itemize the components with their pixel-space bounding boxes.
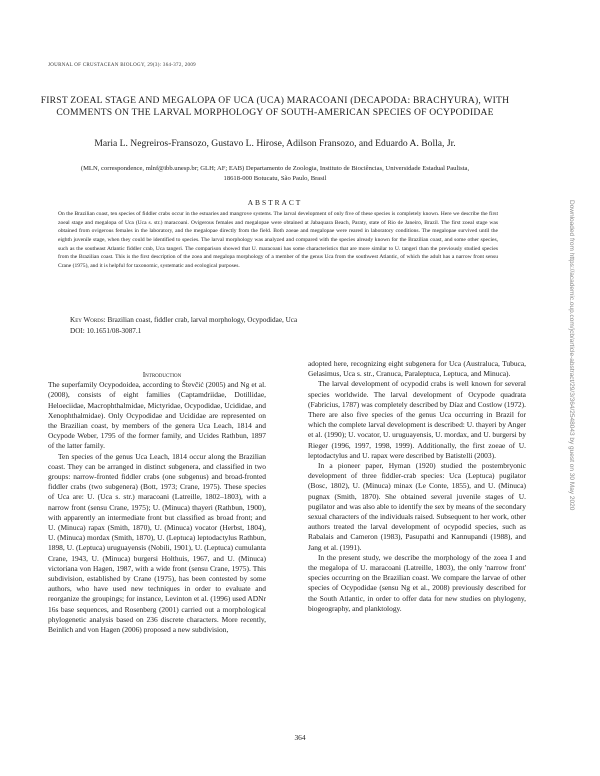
keywords — [70, 315, 510, 326]
paragraph: Ten species of the genus Uca Leach, 1814 occur along the Brazilian coast. They can be arranged in distinct subgenera, and classified in two groups: narrow-fronted fiddler crabs (one subgenus) and broad-fronted fiddler crabs (two subgenera) (Bott, 1973; Crane, 1975). These species of Uca are: U. (Uca s. str.) maracoani (Latreille, 1802–1803), with a narrow front (sensu Crane, 1975); U. (Minuca) thayeri (Rathbun, 1900), with apparently an intermediate front but classified as broad front; and U. (Minuca) rapax (Smith, 1870), U. (Minuca) vocator (Herbst, 1804), U. (Minuca) mordax (Smith, 1870), U. (Leptuca) leptodactylus Rathbun, 1898, U. (Leptuca) uruguayensis (Nobili, 1901), U. (Leptuca) cumulanta Crane, 1943, U. (Minuca) burgersi Holthuis, 1967, and U. (Minuca) victoriana von Hagen, 1987, with a wide front (sensu Crane, 1975). This subdivision, established by Crane (1975), has been contested by some authors, who have used new techniques in order to evaluate and reorganize the groupings; for instance, Levinton et al. (1996) used ADNr 16s base sequences, and Rosenberg (2001) carried out a morphological phylogenetic analysis based on 236 discrete characters. More recently, Beinlich and von Hagen (2006) proposed a new subdivision, — [48, 451, 266, 635]
page-number: 364 — [294, 733, 306, 742]
paragraph: In a pioneer paper, Hyman (1920) studied the postembryonic development of three fiddler-crab species: Uca (Leptuca) pugilator (Bosc, 1802), U. (Minuca) minax (Le Conte, 1855), and U. (Minuca) pugnax (Smith, 1870). She obtained several juvenile stages of U. pugilator and was also able to identify the sex by means of the secondary sexual characters of the individuals raised. Subsequent to her work, other authors treated the larval development of ocypodid species, such as Rabalais and Cameron (1983), Pasupathi and Kannupandi (1988), and Jang et al. (1991). — [308, 461, 526, 552]
abstract-heading: ABSTRACT — [247, 198, 303, 207]
running-head: JOURNAL OF CRUSTACEAN BIOLOGY, 29(3): 364-372, 2009 — [48, 63, 196, 68]
paragraph: In the present study, we describe the morphology of the zoea I and the megalopa of U. maracoani (Latreille, 1803), the only 'narrow front' species occurring on the Brazilian coast. We compare the larvae of other species of Ocypodidae (sensu Ng et al., 2008) previously described for the South Atlantic, in order to offer data for new studies on phylogeny, biogeography, and planktology. — [308, 552, 526, 613]
paragraph: The superfamily Ocypodoidea, according to Števčić (2005) and Ng et al. (2008), consists of eight families (Captamdriidae, Dotillidae, Heloeciidae, Macrophthalmidae, Mictyridae, Ocypodidae, Ucididae, and Xenophthalmidae). Only Ocypodidae and Ucididae are represented on the Brazilian coast, by members of the genera Uca Leach, 1814 and Ocypode Weber, 1795 of the former family, and Ucides Rathbun, 1897 of the latter family. — [48, 380, 266, 451]
abstract-text: On the Brazilian coast, ten species of fiddler crabs occur in the estuaries and mangrove systems. The larval development of only five of these species is completely known. Here we describe the first zoeal stage and megalopa of Uca (Uca s. str.) maracoani. Ovigerous females and megalopae were obtained at Jabaquara Beach, Paraty, state of Rio de Janeiro, Brazil. The first zoeal stage was obtained from ovigerous females in the laboratory, and the megalopae directly from the field. Both zoeae and megalopae were reared in laboratory conditions. The megalopae survived until the eighth juvenile stage, when they could be identified to species. The larval morphology was analyzed and compared with the species already known for the Brazilian coast, and some other species, such as the southeast Atlantic fiddler crab, Uca tangeri. The comparison showed that U. maracoani has some characteristics that are more similar to U. tangeri than the previously studied species from the Brazilian coast. This is the first description of the zoea and megalopa morphology of a member of the genus Uca from the southwest Atlantic, of which the adult has a narrow front sensu Crane (1975), and it is helpful for taxonomic, systematic and ecological purposes. — [58, 211, 498, 269]
right-column — [308, 359, 526, 614]
doi[interactable]: DOI: 10.1651/08-3087.1 — [70, 327, 142, 335]
introduction-heading: Introduction — [142, 370, 182, 379]
paragraph: adopted here, recognizing eight subgenera for Uca (Australuca, Tubuca, Gelasimus, Uca s. str., Cranuca, Paraleptuca, Leptuca, and Minuca). — [308, 359, 526, 379]
keywords-label: Key Words: — [70, 316, 106, 324]
keywords-list: Brazilian coast, fiddler crab, larval morphology, Ocypodidae, Uca — [107, 316, 298, 324]
author-list: Maria L. Negreiros-Fransozo, Gustavo L. Hirose, Adilson Fransozo, and Eduardo A. Bolla, Jr. — [94, 138, 456, 149]
left-column — [48, 370, 266, 635]
download-watermark: Downloaded from https://academic.oup.com/jcb/article-abstract/29/3/364/2548043 by guest on 30 May 2020 — [568, 200, 575, 511]
article-title: FIRST ZOEAL STAGE AND MEGALOPA OF UCA (UCA) MARACOANI (DECAPODA: BRACHYURA), WITH COMMENTS ON THE LARVAL MORPHOLOGY OF SOUTH-AMERICAN SPECIES OF OCYPODIDAE — [40, 95, 510, 118]
paragraph: The larval development of ocypodid crabs is well known for several species worldwide. The larval development of Ocypode quadrata (Fabricius, 1787) was completely described by Díaz and Costlow (1972). There are also five species of the genus Uca occurring in Brazil for which the complete larval development is described: U. thayeri by Anger et al. (1990); U. vocator, U. uruguayensis, U. mordax, and U. burgersi by Rieger (1996, 1997, 1998, 1999). Additionally, the first zoeae of U. leptodactylus and U. rapax were described by Batistelli (2003). — [308, 379, 526, 460]
author-affiliation: (MLN, correspondence, mlnf@ibb.unesp.br; GLH; AF; EAB) Departamento de Zoologia, Instituto de Biociências, Universidade Estadual Paulista, 18618-000 Botucatu, São Paulo, Brasil — [80, 165, 470, 182]
